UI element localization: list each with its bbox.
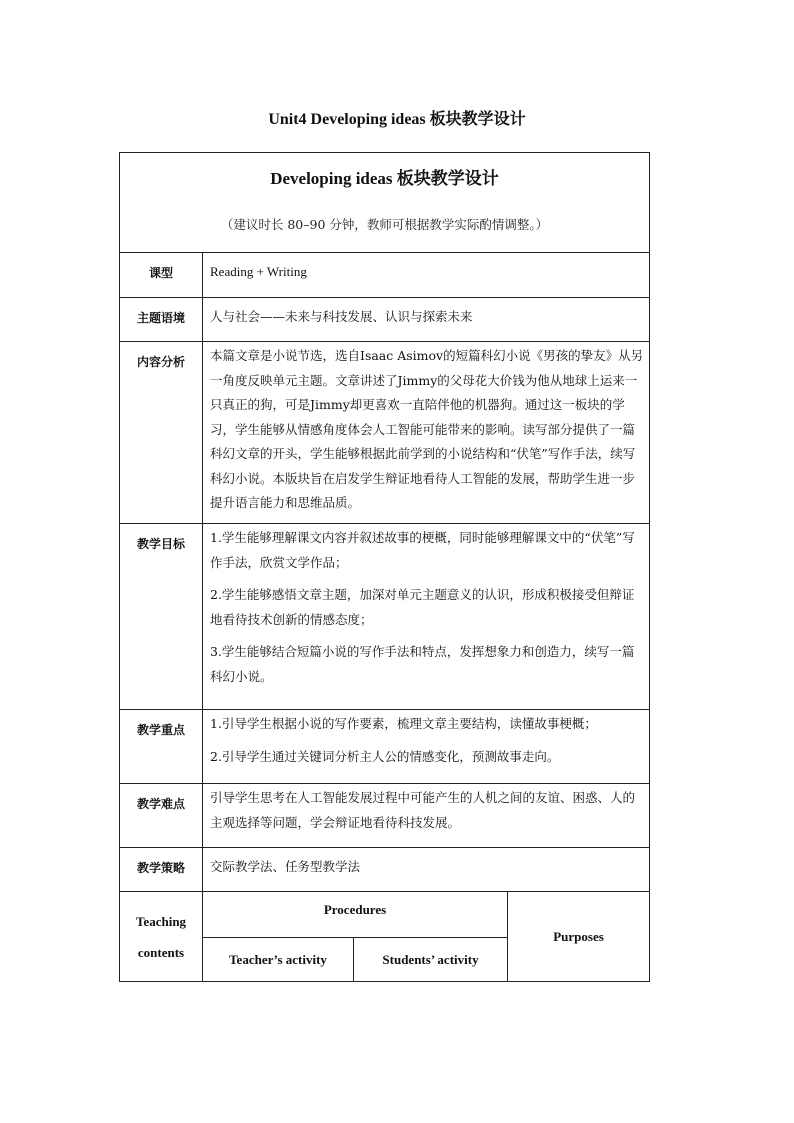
label-lesson-type: 课型 [120, 253, 203, 298]
label-content-analysis: 内容分析 [120, 342, 203, 524]
header-row [120, 153, 650, 253]
teaching-label-line1: Teaching [135, 913, 187, 929]
value-theme: 人与社会——未来与科技发展、认识与探索未来 [203, 298, 650, 342]
row-key-points [120, 710, 650, 784]
row-theme [120, 298, 650, 342]
objective-item: 3.学生能够结合短篇小说的写作手法和特点，发挥想象力和创造力，续写一篇科幻小说。 [210, 644, 635, 684]
teaching-label-line2: contents [137, 944, 185, 960]
document-title: Unit4 Developing ideas 板块教学设计 [268, 111, 526, 128]
value-strategy: 交际教学法、任务型教学法 [203, 848, 650, 892]
teacher-activity-header: Teacher’s activity [203, 938, 354, 982]
table-title: Developing ideas 板块教学设计 [270, 169, 499, 188]
objective-item: 1.学生能够理解课文内容并叙述故事的梗概，同时能够理解课文中的“伏笔”写作手法，欣赏文学作品； [210, 530, 635, 570]
teaching-contents-label [120, 892, 203, 982]
row-strategy [120, 848, 650, 892]
students-activity-header: Students’ activity [354, 938, 508, 982]
lesson-plan-table [119, 152, 650, 982]
row-lesson-type [120, 253, 650, 298]
key-point-item: 1.引导学生根据小说的写作要素，梳理文章主要结构，读懂故事梗概； [210, 716, 597, 731]
duration-note: （建议时长 80–90 分钟，教师可根据教学实际酌情调整。） [220, 217, 549, 232]
key-point-item: 2.引导学生通过关键词分析主人公的情感变化，预测故事走向。 [210, 748, 560, 764]
value-lesson-type: Reading + Writing [203, 253, 650, 298]
row-objectives [120, 524, 650, 710]
procedures-header: Procedures [203, 892, 508, 938]
procedure-header-row [120, 892, 650, 938]
label-key-points: 教学重点 [120, 710, 203, 784]
row-difficulties [120, 784, 650, 848]
label-difficulties: 教学难点 [120, 784, 203, 848]
row-content-analysis [120, 342, 650, 524]
value-content-analysis: 本篇文章是小说节选，选自Isaac Asimov的短篇科幻小说《男孩的挚友》从另一角度反映单元主题。文章讲述了Jimmy的父母花大价钱为他从地球上运来一只真正的狗，可是Jimmy却更喜欢一直陪伴他的机器狗。通过这一板块的学习，学生能够从情感角度体会人工智能可能带来的影响。读写部分提供了一篇科幻文章的开头，学生能够根据此前学到的小说结构和“伏笔”写作手法，续写科幻小说。本版块旨在启发学生辩证地看待人工智能的发展，帮助学生进一步提升语言能力和思维品质。 [203, 342, 650, 524]
label-theme: 主题语境 [120, 298, 203, 342]
label-strategy: 教学策略 [120, 848, 203, 892]
label-objectives: 教学目标 [120, 524, 203, 710]
purposes-header: Purposes [508, 892, 650, 982]
objective-item: 2.学生能够感悟文章主题，加深对单元主题意义的认识，形成积极接受但辩证地看待技术创新的情感态度； [210, 587, 635, 627]
value-difficulties: 引导学生思考在人工智能发展过程中可能产生的人机之间的友谊、困惑、人的主观选择等问题，学会辩证地看待科技发展。 [203, 784, 650, 848]
